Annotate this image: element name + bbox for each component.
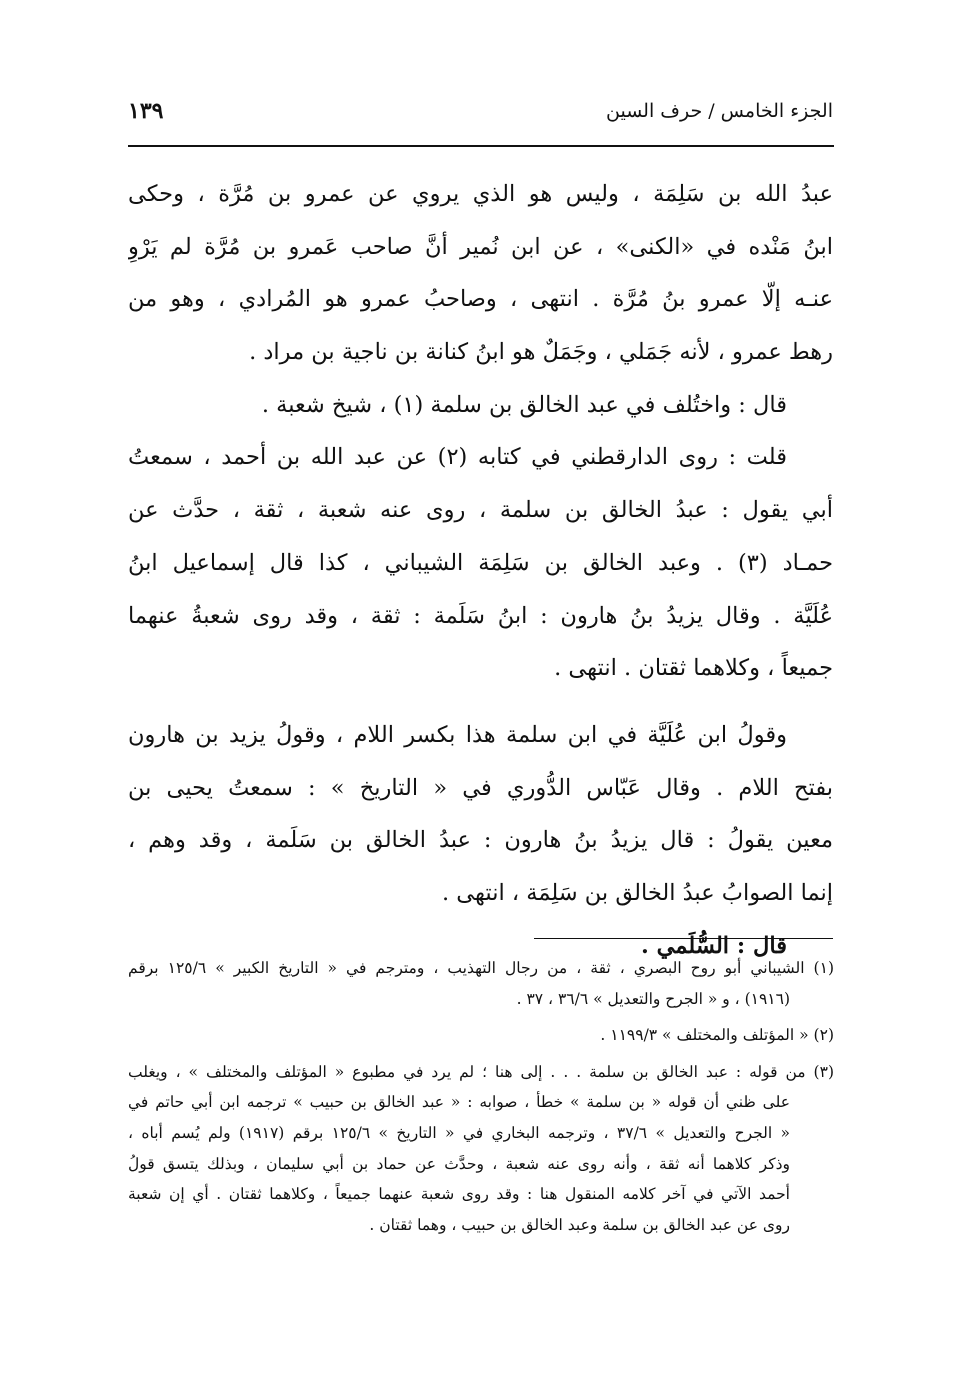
- footnote-rule: [534, 938, 833, 939]
- header-rule: [128, 145, 834, 147]
- text-line: معين يقولُ : قال يزيدُ بنُ هارون : عبدُ الخالق بن سَلَمة ، وقد وهم ،: [128, 827, 833, 854]
- paragraph-gap: [128, 695, 833, 709]
- footnote-line: وذكر كلاهما أنه ثقة ، وأنه روى عنه شعبة ، وحدَّث عن حماد بن أبي سليمان ، وبذلك يتسق قولُ: [128, 1154, 790, 1173]
- footnote-line: (١٩١٦) ، و « الجرح والتعديل » ٣٦/٦ ، ٣٧ .: [516, 989, 790, 1008]
- footnotes: [128, 953, 834, 1240]
- text-line: قال : واختُلف في عبد الخالق بن سلمة (١) ، شيخ شعبة .: [261, 391, 787, 418]
- footnote-line: أحمد الآتي في آخر كلامه المنقول هنا : وقد روى شعبة عنهما جميعاً ، وكلاهما ثقتان . أي إن شعبة: [128, 1185, 790, 1204]
- text-line: حمـاد (٣) . وعبد الخالق بن سَلِمَة الشيباني ، كذا قال إسماعيل ابنُ: [128, 549, 833, 576]
- footnote-line: روى عن عبد الخالق بن سلمة وعبد الخالق بن حبيب ، وهما ثقتان .: [369, 1215, 790, 1234]
- text-line: وقولُ ابن عُلَيَّة في ابن سلمة هذا بكسر اللام ، وقولُ يزيد بن هارون: [128, 721, 787, 748]
- text-line: عبدُ الله بن سَلِمَة ، وليس هو الذي يروي عن عمرو بن مُرَّة ، وحكى: [128, 181, 833, 207]
- footnote-line: « الجرح والتعديل » ٣٧/٦ ، وترجمه البخاري في « التاريخ » ١٢٥/٦ برقم (١٩١٧) ولم يُسم أباه ،: [128, 1123, 791, 1142]
- text-line: أبي يقول : عبدُ الخالق بن سلمة ، روى عنه شعبة ، ثقة ، حدَّث عن: [128, 497, 833, 524]
- text-line: قال : السُّلَمي .: [641, 932, 787, 959]
- footnote-line: (١) الشيباني أبو روح البصري ، ثقة ، من رجال التهذيب ، ومترجم في « التاريخ الكبير » ١٢٥/٦ برقم: [128, 959, 834, 977]
- main-text: [128, 168, 833, 972]
- text-line: بفتح اللام . وقال عَبّاس الدُّوري في « التاريخ » : سمعتُ يحيى بن: [128, 774, 833, 801]
- footnote-line: (٢) « المؤتلف والمختلف » ١١٩٩/٣ .: [600, 1026, 834, 1045]
- text-line: جميعاً ، وكلاهما ثقتان . انتهى .: [554, 655, 833, 682]
- text-line: إنما الصوابُ عبدُ الخالق بن سَلِمَة ، انتهى .: [441, 879, 833, 906]
- footnote-line: على ظني أن قوله « بن سلمة » خطأ ، صوابه : « عبد الخالق بن حبيب » ترجمه ابن أبي حاتم في: [128, 1093, 790, 1112]
- footnote-line: (٣) من قوله : عبد الخالق بن سلمة . . . إلى هنا ؛ لم يرد في مطبوع « المؤتلف والمختلف » ، ويغلب: [128, 1062, 834, 1081]
- text-line: عنـه إلّا عمرو بنُ مُرَّة . انتهى ، وصاحبُ عمرو هو المُرادي ، وهو من: [128, 286, 833, 313]
- text-line: قلت : روى الدارقطني في كتابه (٢) عن عبد الله بن أحمد ، سمعتُ: [128, 444, 787, 471]
- running-title: الجزء الخامس / حرف السين: [606, 100, 833, 122]
- running-header: [128, 98, 833, 132]
- text-line: رهط عمرو ، لأنه جَمَلي ، وجَمَلٌ هو ابنُ كنانة بن ناجية بن مراد .: [249, 339, 833, 366]
- page-number: ١٣٩: [128, 98, 164, 124]
- text-line: عُلَيَّة . وقال يزيدُ بنُ هارون : ابنُ سَلَمة : ثقة ، وقد روى شعبةُ عنهما: [128, 602, 833, 629]
- text-line: ابنُ مَنْده في «الكنى» ، عن ابن نُمير أنَّ صاحب عَمرو بن مُرَّة لم يَرْوِ: [128, 233, 833, 260]
